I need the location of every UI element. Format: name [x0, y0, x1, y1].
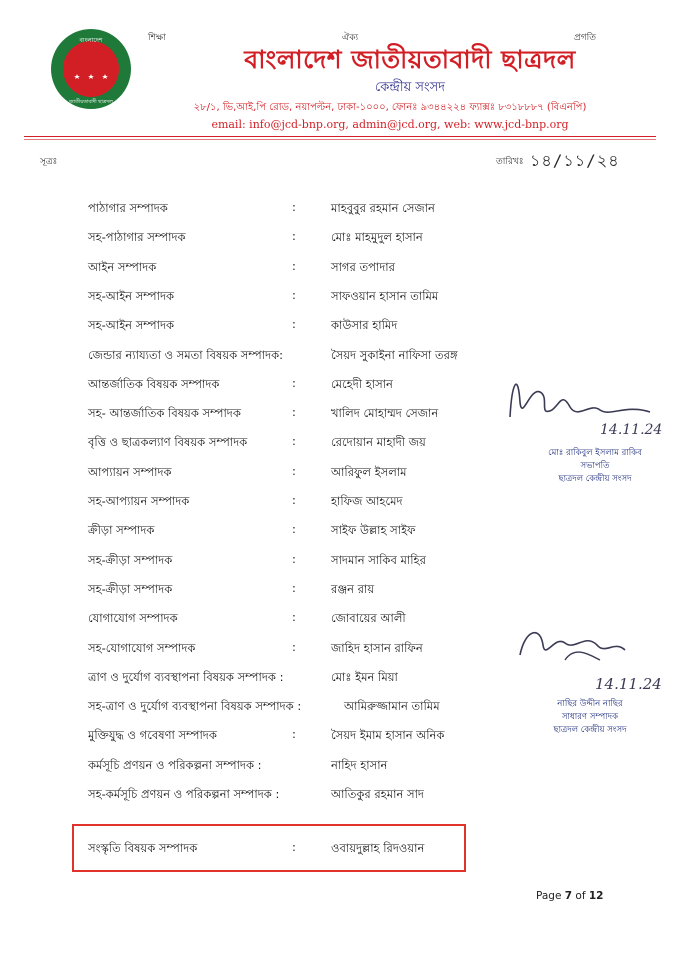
motto-unity: ঐক্য: [342, 33, 359, 43]
president-organization: ছাত্রদল কেন্দ্রীয় সংসদ: [558, 474, 632, 484]
president-signature-date: 14.11.24: [600, 422, 663, 438]
member-name: আতিকুর রহমান সাদ: [331, 787, 424, 801]
roster-row: [88, 581, 508, 601]
position-title: সহ-ক্রীড়া সম্পাদক: [88, 552, 173, 567]
position-title: সহ-আইন সম্পাদক: [88, 318, 175, 333]
member-name: মোঃ ইমন মিয়া: [331, 669, 398, 684]
member-name: নাহিদ হাসান: [331, 757, 388, 772]
member-name: মোঃ মাহমুদুল হাসান: [331, 230, 423, 245]
secretary-title: সাধারণ সম্পাদক: [561, 712, 619, 722]
organization-address: ২৮/১, ভি,আই,পি রোড, নয়াপল্টন, ঢাকা-১০০০, ফোনঃ ৯৩৪৪২২৪ ফ্যাক্সঃ ৮৩১৮৮৮৭ (বিএনপি): [193, 102, 587, 113]
separator-colon: :: [292, 405, 296, 420]
member-name: আরিফুল ইসলাম: [331, 464, 407, 479]
roster-row: [88, 434, 508, 454]
member-name: খালিদ মোহাম্মদ সেজান: [331, 406, 439, 421]
separator-colon: :: [292, 463, 296, 478]
separator-colon: :: [292, 375, 296, 390]
separator-colon: :: [292, 434, 296, 449]
roster-row: [88, 698, 508, 718]
roster-row: [88, 493, 508, 513]
position-title: বৃত্তি ও ছাত্রকল্যাণ বিষয়ক সম্পাদক: [88, 435, 248, 450]
president-signature: [500, 362, 670, 442]
member-name: সৈয়দ ইমাম হাসান অনিক: [331, 728, 445, 743]
motto-education: শিক্ষা: [148, 33, 166, 43]
separator-colon: :: [292, 639, 296, 654]
president-name: মোঃ রাকিবুল ইসলাম রাকিব: [548, 448, 642, 458]
organization-subtitle: কেন্দ্রীয় সংসদ: [375, 80, 445, 95]
position-title: কর্মসূচি প্রণয়ন ও পরিকল্পনা সম্পাদক :: [88, 757, 262, 772]
roster-row: [88, 347, 508, 367]
secretary-signature: [505, 615, 675, 695]
position-title: সহ-পাঠাগার সম্পাদক: [88, 230, 186, 245]
logo-text-top: বাংলাদেশ: [79, 37, 103, 44]
roster-row: [88, 405, 508, 425]
roster-row: [88, 669, 508, 689]
logo-inner-disc: [63, 41, 119, 97]
separator-colon: :: [292, 551, 296, 566]
member-name: রঞ্জন রায়: [331, 581, 375, 596]
reference-label: সূত্রঃ: [40, 157, 58, 167]
organization-logo: [50, 28, 132, 110]
date-value: ১৪/১১/২৪: [530, 151, 620, 170]
separator-colon: :: [292, 580, 296, 595]
page-number: Page 7 of 12: [536, 890, 604, 902]
roster-row: [88, 259, 508, 279]
position-title: সহ-আইন সম্পাদক: [88, 288, 175, 303]
separator-colon: :: [292, 610, 296, 625]
position-title: মুক্তিযুদ্ধ ও গবেষণা সম্পাদক: [88, 728, 217, 743]
member-name: রেদোয়ান মাহাদী জয়: [331, 435, 426, 450]
header-divider: [24, 136, 656, 137]
member-name: হাফিজ আহমেদ: [331, 494, 403, 508]
organization-contact: email: info@jcd-bnp.org, admin@jcd.org, web: www.jcd-bnp.org: [211, 118, 569, 131]
position-title: পাঠাগার সম্পাদক: [88, 201, 168, 215]
highlight-box: [72, 824, 466, 872]
member-name: মাহবুবুর রহমান সেজান: [331, 201, 435, 215]
member-name: জাহিদ হাসান রাফিন: [331, 640, 423, 655]
separator-colon: :: [292, 287, 296, 302]
member-name: সৈয়দ সুকাইনা নাফিসা তরঙ্গ: [331, 347, 458, 362]
separator-colon: :: [292, 317, 296, 332]
position-title: সহ-কর্মসূচি প্রণয়ন ও পরিকল্পনা সম্পাদক :: [88, 787, 280, 801]
roster-row: [88, 229, 508, 249]
position-title: সহ-যোগাযোগ সম্পাদক: [88, 640, 196, 655]
member-name: মেহেদী হাসান: [331, 376, 393, 391]
position-title: ক্রীড়া সম্পাদক: [88, 523, 155, 538]
position-title: আপ্যায়ন সম্পাদক: [88, 464, 172, 479]
position-title: জেন্ডার ন্যায্যতা ও সমতা বিষয়ক সম্পাদক:: [88, 347, 284, 362]
position-title: সহ-আপ্যায়ন সম্পাদক: [88, 494, 190, 508]
roster-row: [88, 200, 508, 220]
member-name: আমিরুজ্জামান তামিম: [344, 699, 440, 714]
position-title: আন্তর্জাতিক বিষয়ক সম্পাদক: [88, 376, 220, 391]
roster-row: [88, 610, 508, 630]
separator-colon: :: [292, 840, 296, 854]
roster-row: [88, 786, 508, 806]
separator-colon: :: [292, 258, 296, 273]
member-name: সাগর তপাদার: [331, 259, 395, 274]
member-name: কাউসার হামিদ: [331, 318, 398, 333]
roster-row: [88, 317, 508, 337]
position-title: ত্রাণ ও দুর্যোগ ব্যবস্থাপনা বিষয়ক সম্পাদক :: [88, 669, 284, 684]
roster-row: [88, 376, 508, 396]
roster-row: [88, 757, 508, 777]
organization-title: বাংলাদেশ জাতীয়তাবাদী ছাত্রদল: [244, 45, 576, 74]
roster-row: [88, 288, 508, 308]
date-label: তারিখঃ: [496, 157, 524, 167]
member-name: ওবায়দুল্লাহ রিদওয়ান: [331, 841, 425, 855]
secretary-organization: ছাত্রদল কেন্দ্রীয় সংসদ: [553, 725, 627, 735]
position-title: আইন সম্পাদক: [88, 259, 157, 274]
member-name: সাফওয়ান হাসান তামিম: [331, 288, 439, 303]
separator-colon: :: [292, 493, 296, 507]
position-title: সহ-ত্রাণ ও দুর্যোগ ব্যবস্থাপনা বিষয়ক সম্পাদক :: [88, 699, 302, 714]
roster-row: [88, 552, 508, 572]
motto-progress: প্রগতি: [574, 33, 596, 43]
member-name: জোবায়ের আলী: [331, 611, 406, 626]
separator-colon: :: [292, 522, 296, 537]
roster-row: [88, 522, 508, 542]
separator-colon: :: [292, 229, 296, 244]
president-title: সভাপতি: [580, 461, 610, 471]
position-title: যোগাযোগ সম্পাদক: [88, 611, 178, 626]
member-name: সাইফ উল্লাহ সাইফ: [331, 523, 416, 538]
roster-row: [88, 727, 508, 747]
position-title: সহ- আন্তর্জাতিক বিষয়ক সম্পাদক: [88, 406, 241, 421]
secretary-name: নাছির উদ্দীন নাছির: [557, 699, 623, 709]
roster-row: [88, 640, 508, 660]
header-divider-secondary: [24, 139, 656, 140]
separator-colon: :: [292, 727, 296, 742]
member-name: সাদমান সাকিব মাহির: [331, 552, 426, 567]
separator-colon: :: [292, 200, 296, 214]
secretary-signature-date: 14.11.24: [595, 675, 662, 693]
position-title: সংস্কৃতি বিষয়ক সম্পাদক: [88, 841, 198, 855]
logo-text-bottom: জাতীয়তাবাদী ছাত্রদল: [69, 99, 113, 105]
roster-row: [88, 464, 508, 484]
position-title: সহ-ক্রীড়া সম্পাদক: [88, 581, 173, 596]
